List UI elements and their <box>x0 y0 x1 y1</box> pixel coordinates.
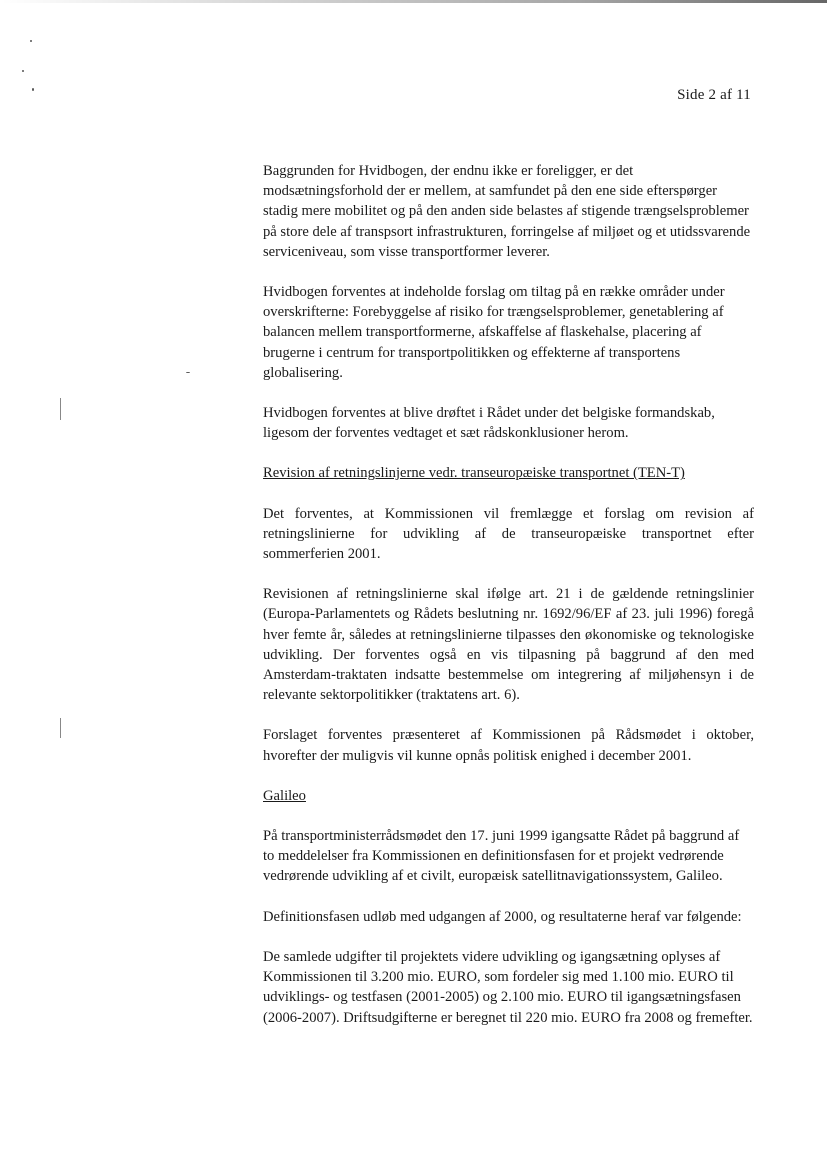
paragraph-revisionen: Revisionen af retningslinierne skal ifølge art. 21 i de gældende retningslinier (Europa-Parlamentets og Rådets beslutning nr. 1692/96/EF af 23. juli 1996) foregå hver femte år, således at retningslinierne tilpasses den økonomiske og teknologiske udvikling. Der forventes også en vis tilpasning på baggrund af den med Amsterdam-traktaten indsatte bestemmelse om integrering af miljøhensyn i de relevante sektorpolitikker (traktatens art. 6). <box>263 586 754 704</box>
scan-speck <box>60 398 61 420</box>
paragraph-forslaget: Forslaget forventes præsenteret af Kommissionen på Rådsmødet i oktober, hvorefter der muligvis vil kunne opnås politisk enighed i december 2001. <box>263 727 754 764</box>
scan-speck <box>60 718 61 738</box>
scan-speck <box>30 40 32 42</box>
section-heading-ten-t: Revision af retningslinjerne vedr. transeuropæiske transportnet (TEN-T) <box>263 465 685 482</box>
paragraph-ten-t-forslag: Det forventes, at Kommissionen vil fremlægge et forslag om revision af retningslinierne for udvikling af de transeuropæiske transportnet efter sommerferien 2001. <box>263 505 754 563</box>
page-number: Side 2 af 11 <box>677 87 751 103</box>
scan-top-edge <box>0 0 827 3</box>
scan-speck <box>32 88 34 91</box>
paragraph-galileo-igangsat: På transportministerrådsmødet den 17. juni 1999 igangsatte Rådet på baggrund af to meddelelser fra Kommissionen en definitionsfasen for et projekt vedrørende vedrørende udvikling af et civilt, europæisk satellitnavigationssystem, Galileo. <box>263 828 740 885</box>
paragraph-hvidbogen-droeftet: Hvidbogen forventes at blive drøftet i Rådet under det belgiske formandskab, ligesom der forventes vedtaget et sæt rådskonklusioner herom. <box>263 405 715 442</box>
paragraph-baggrund: Baggrunden for Hvidbogen, der endnu ikke er foreligger, er det modsætningsforhold der er mellem, at samfundet på den ene side efterspørger stadig mere mobilitet og på den anden side belastes af stigende trængselsproblemer på store dele af transpsort infrastrukturen, forringelse af miljøet og et utidssvarende serviceniveau, som visse transportformer leverer. <box>263 163 751 260</box>
scan-speck <box>186 372 190 373</box>
paragraph-udgifter: De samlede udgifter til projektets videre udvikling og igangsætning oplyses af Kommissionen til 3.200 mio. EURO, som fordeler sig med 1.100 mio. EURO til udviklings- og testfasen (2001-2005) og 2.100 mio. EURO til igangsætningsfasen (2006-2007). Driftsudgifterne er beregnet til 220 mio. EURO fra 2008 og fremefter. <box>263 948 753 1026</box>
paragraph-definitionsfasen: Definitionsfasen udløb med udgangen af 2000, og resultaterne heraf var følgende: <box>263 908 742 925</box>
document-body <box>263 161 754 1048</box>
paragraph-hvidbogen-forslag: Hvidbogen forventes at indeholde forslag om tiltag på en række områder under overskrifterne: Forebyggelse af risiko for trængselsproblemer, genetablering af balancen mellem transportformerne, afskaffelse af flaskehalse, placering af brugerne i centrum for transportpolitikken og effekterne af transportens globalisering. <box>263 284 725 381</box>
scan-speck <box>22 70 24 72</box>
section-heading-galileo: Galileo <box>263 787 306 804</box>
